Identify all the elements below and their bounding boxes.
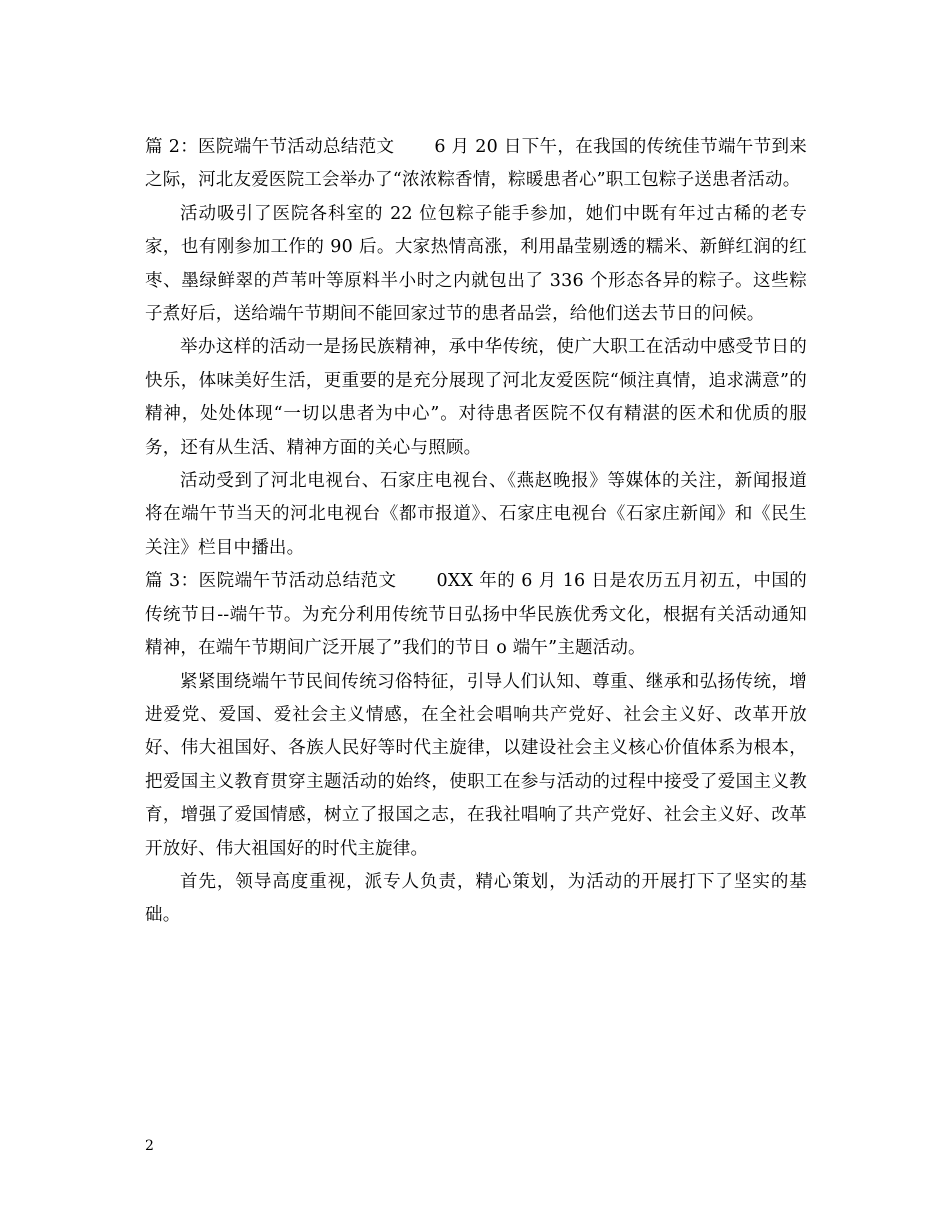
paragraph: 首先，领导高度重视，派专人负责，精心策划，为活动的开展打下了坚实的基础。 (145, 871, 807, 926)
page-number: 2 (145, 1138, 154, 1154)
section-2-lead-text: 6 月 20 日下午，在我国的传统佳节端午节到来之际，河北友爱医院工会举办了“浓浓粽香情，粽暖患者心”职工包粽子送患者活动。 (145, 137, 808, 191)
section-3-heading: 篇 3：医院端午节活动总结范文 (145, 571, 397, 592)
paragraph: 举办这样的活动一是扬民族精神，承中华传统，使广大职工在活动中感受节日的快乐，体味美好生活，更重要的是充分展现了河北友爱医院“倾注真情，追求满意”的精神，处处体现“一切以患者为中心”。对待患者医院不仅有精湛的医术和优质的服务，还有从生活、精神方面的关心与照顾。 (145, 337, 807, 458)
section-2-heading: 篇 2：医院端午节活动总结范文 (145, 137, 395, 157)
document-body (145, 131, 807, 933)
section-3-intro-paragraph (145, 565, 807, 665)
section-2-intro-paragraph (145, 131, 807, 198)
paragraph: 紧紧围绕端午节民间传统习俗特征，引导人们认知、尊重、继承和弘扬传统，增进爱党、爱国、爱社会主义情感，在全社会唱响共产党好、社会主义好、改革开放好、伟大祖国好、各族人民好等时代主旋律，以建设社会主义核心价值体系为根本，把爱国主义教育贯穿主题活动的始终，使职工在参与活动的过程中接受了爱国主义教育，增强了爱国情感，树立了报国之志，在我社唱响了共产党好、社会主义好、改革开放好、伟大祖国好的时代主旋律。 (145, 671, 807, 859)
section-3-lead-text: 0XX 年的 6 月 16 日是农历五月初五，中国的传统节日--端午节。为充分利用传统节日弘扬中华民族优秀文化，根据有关活动通知精神，在端午节期间广泛开展了”我们的节日 o 端午”主题活动。 (145, 571, 808, 659)
paragraph: 活动吸引了医院各科室的 22 位包粽子能手参加，她们中既有年过古稀的老专家，也有刚参加工作的 90 后。大家热情高涨，利用晶莹剔透的糯米、新鲜红润的红枣、墨绿鲜翠的芦苇叶等原料半小时之内就包出了 336 个形态各异的粽子。这些粽子煮好后，送给端午节期间不能回家过节的患者品尝，给他们送去节日的问候。 (145, 203, 807, 325)
paragraph: 活动受到了河北电视台、石家庄电视台、《燕赵晚报》等媒体的关注，新闻报道将在端午节当天的河北电视台《都市报道》、石家庄电视台《石家庄新闻》和《民生关注》栏目中播出。 (145, 471, 807, 558)
